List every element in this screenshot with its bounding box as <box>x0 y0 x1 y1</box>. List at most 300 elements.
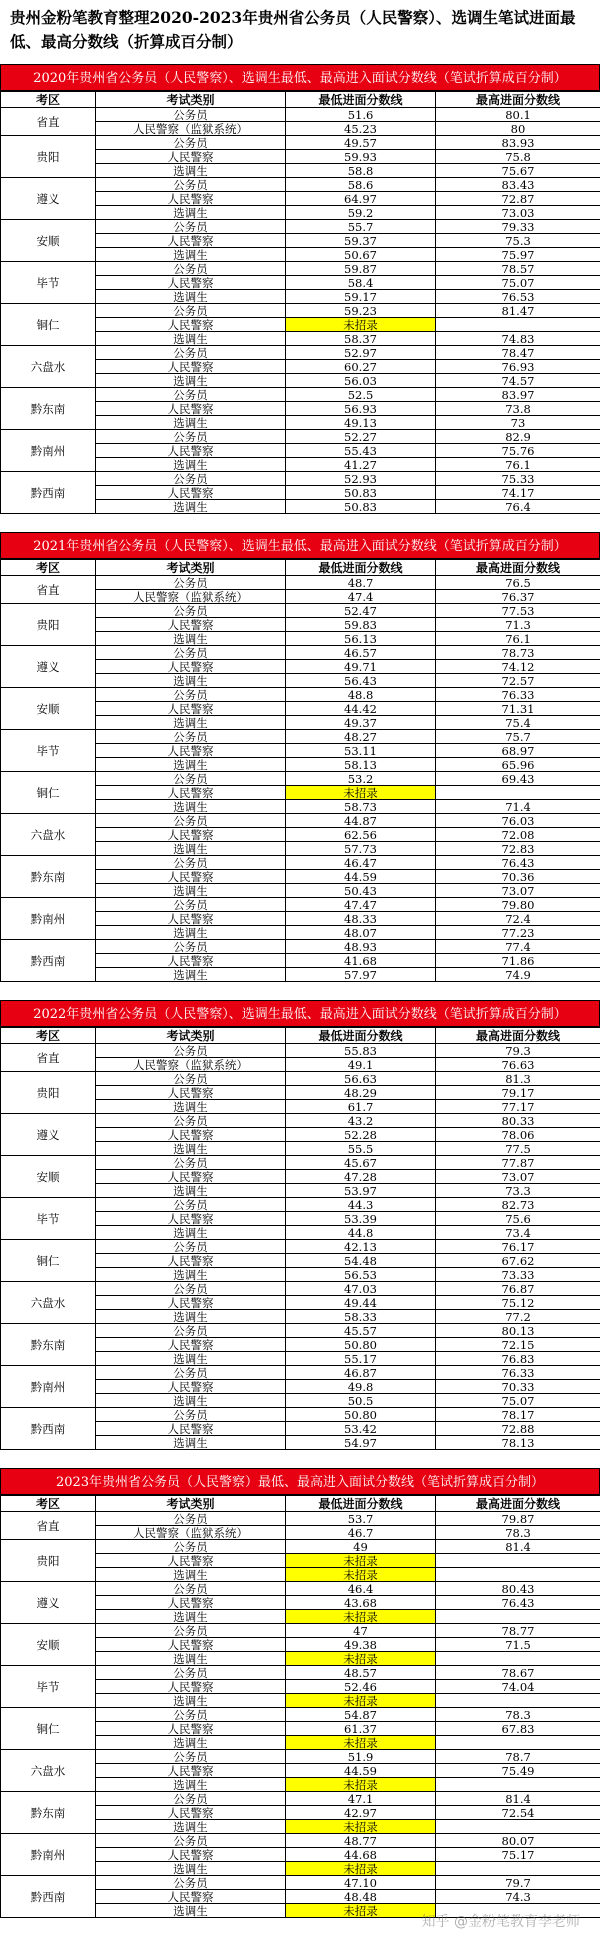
max-score-cell: 77.2 <box>436 1310 600 1324</box>
max-score-cell: 75.3 <box>436 234 600 248</box>
category-cell: 公务员 <box>96 1198 286 1212</box>
max-score-cell: 77.4 <box>436 940 600 954</box>
category-cell: 人民警察 <box>96 1128 286 1142</box>
min-score-cell: 44.59 <box>286 870 436 884</box>
sections-container <box>0 64 600 1918</box>
min-score-cell: 54.97 <box>286 1436 436 1450</box>
category-cell: 选调生 <box>96 1820 286 1834</box>
category-cell: 选调生 <box>96 500 286 514</box>
table-row <box>1 898 600 912</box>
min-score-cell: 44.68 <box>286 1848 436 1862</box>
table-row <box>1 430 600 444</box>
max-score-cell: 76.93 <box>436 360 600 374</box>
category-cell: 选调生 <box>96 206 286 220</box>
min-score-cell: 59.83 <box>286 618 436 632</box>
min-score-cell: 52.97 <box>286 346 436 360</box>
min-score-cell: 48.48 <box>286 1890 436 1904</box>
min-score-cell: 56.63 <box>286 1072 436 1086</box>
max-score-cell: 83.93 <box>436 136 600 150</box>
min-score-cell: 55.7 <box>286 220 436 234</box>
table-row <box>1 646 600 660</box>
min-score-cell: 48.77 <box>286 1834 436 1848</box>
table-row <box>1 1582 600 1596</box>
category-cell: 公务员 <box>96 346 286 360</box>
max-score-cell: 73.07 <box>436 1170 600 1184</box>
max-score-cell: 73.3 <box>436 1184 600 1198</box>
header-region: 考区 <box>1 92 96 108</box>
category-cell: 人民警察 <box>96 1848 286 1862</box>
region-cell: 黔东南 <box>1 388 96 430</box>
max-score-cell: 72.15 <box>436 1338 600 1352</box>
category-cell: 人民警察 <box>96 1764 286 1778</box>
max-score-cell: 74.12 <box>436 660 600 674</box>
category-cell: 公务员 <box>96 1072 286 1086</box>
region-cell: 毕节 <box>1 1666 96 1708</box>
category-cell: 人民警察 <box>96 1380 286 1394</box>
max-score-cell: 76.63 <box>436 1058 600 1072</box>
min-score-cell: 未招录 <box>286 1820 436 1834</box>
min-score-cell: 47.28 <box>286 1170 436 1184</box>
max-score-cell: 74.9 <box>436 968 600 982</box>
category-cell: 公务员 <box>96 1512 286 1526</box>
category-cell: 选调生 <box>96 1436 286 1450</box>
score-table <box>0 91 600 514</box>
category-cell: 人民警察 <box>96 702 286 716</box>
max-score-cell: 72.87 <box>436 192 600 206</box>
min-score-cell: 44.8 <box>286 1226 436 1240</box>
score-section <box>0 532 600 982</box>
max-score-cell: 75.33 <box>436 472 600 486</box>
header-max-score: 最高进面分数线 <box>436 92 600 108</box>
min-score-cell: 41.27 <box>286 458 436 472</box>
min-score-cell: 46.57 <box>286 646 436 660</box>
max-score-cell: 72.08 <box>436 828 600 842</box>
max-score-cell: 76.17 <box>436 1240 600 1254</box>
category-cell: 人民警察 <box>96 828 286 842</box>
region-cell: 黔东南 <box>1 1792 96 1834</box>
max-score-cell: 80.43 <box>436 1582 600 1596</box>
region-cell: 铜仁 <box>1 1240 96 1282</box>
category-cell: 人民警察 <box>96 786 286 800</box>
min-score-cell: 50.43 <box>286 884 436 898</box>
min-score-cell: 57.73 <box>286 842 436 856</box>
max-score-cell: 75.4 <box>436 716 600 730</box>
min-score-cell: 48.27 <box>286 730 436 744</box>
min-score-cell: 未招录 <box>286 1652 436 1666</box>
min-score-cell: 48.8 <box>286 688 436 702</box>
table-row <box>1 1114 600 1128</box>
min-score-cell: 44.42 <box>286 702 436 716</box>
max-score-cell: 80 <box>436 122 600 136</box>
max-score-cell: 82.9 <box>436 430 600 444</box>
table-row <box>1 1044 600 1058</box>
category-cell: 公务员 <box>96 1582 286 1596</box>
category-cell: 选调生 <box>96 1310 286 1324</box>
min-score-cell: 44.3 <box>286 1198 436 1212</box>
max-score-cell: 75.12 <box>436 1296 600 1310</box>
min-score-cell: 54.48 <box>286 1254 436 1268</box>
header-min-score: 最低进面分数线 <box>286 1496 436 1512</box>
max-score-cell: 80.13 <box>436 1324 600 1338</box>
min-score-cell: 57.97 <box>286 968 436 982</box>
min-score-cell: 44.87 <box>286 814 436 828</box>
max-score-cell: 76.1 <box>436 458 600 472</box>
region-cell: 铜仁 <box>1 1708 96 1750</box>
category-cell: 人民警察（监狱系统） <box>96 1058 286 1072</box>
category-cell: 公务员 <box>96 1876 286 1890</box>
category-cell: 选调生 <box>96 290 286 304</box>
category-cell: 公务员 <box>96 108 286 122</box>
max-score-cell: 77.17 <box>436 1100 600 1114</box>
min-score-cell: 45.23 <box>286 122 436 136</box>
max-score-cell: 79.7 <box>436 1876 600 1890</box>
category-cell: 公务员 <box>96 688 286 702</box>
max-score-cell <box>436 1736 600 1750</box>
max-score-cell: 78.73 <box>436 646 600 660</box>
category-cell: 选调生 <box>96 1142 286 1156</box>
category-cell: 人民警察 <box>96 954 286 968</box>
region-cell: 毕节 <box>1 1198 96 1240</box>
category-cell: 人民警察 <box>96 1422 286 1436</box>
header-region: 考区 <box>1 560 96 576</box>
min-score-cell: 52.27 <box>286 430 436 444</box>
table-row <box>1 1198 600 1212</box>
max-score-cell: 80.33 <box>436 1114 600 1128</box>
max-score-cell: 76.33 <box>436 688 600 702</box>
category-cell: 人民警察 <box>96 234 286 248</box>
region-cell: 黔南州 <box>1 898 96 940</box>
min-score-cell: 59.87 <box>286 262 436 276</box>
max-score-cell: 78.13 <box>436 1436 600 1450</box>
min-score-cell: 46.4 <box>286 1582 436 1596</box>
max-score-cell: 81.4 <box>436 1540 600 1554</box>
max-score-cell <box>436 1568 600 1582</box>
min-score-cell: 58.73 <box>286 800 436 814</box>
region-cell: 省直 <box>1 108 96 136</box>
max-score-cell: 76.03 <box>436 814 600 828</box>
table-row <box>1 1156 600 1170</box>
min-score-cell: 未招录 <box>286 1778 436 1792</box>
table-row <box>1 604 600 618</box>
max-score-cell: 75.97 <box>436 248 600 262</box>
max-score-cell: 74.04 <box>436 1680 600 1694</box>
region-cell: 黔西南 <box>1 1876 96 1918</box>
region-cell: 省直 <box>1 576 96 604</box>
region-cell: 安顺 <box>1 220 96 262</box>
score-section <box>0 1000 600 1450</box>
max-score-cell <box>436 1694 600 1708</box>
min-score-cell: 46.7 <box>286 1526 436 1540</box>
category-cell: 选调生 <box>96 632 286 646</box>
min-score-cell: 50.80 <box>286 1338 436 1352</box>
category-cell: 人民警察 <box>96 1338 286 1352</box>
region-cell: 贵阳 <box>1 604 96 646</box>
category-cell: 人民警察 <box>96 1170 286 1184</box>
category-cell: 人民警察（监狱系统） <box>96 1526 286 1540</box>
region-cell: 遵义 <box>1 1114 96 1156</box>
max-score-cell: 79.87 <box>436 1512 600 1526</box>
max-score-cell: 76.37 <box>436 590 600 604</box>
table-row <box>1 940 600 954</box>
category-cell: 选调生 <box>96 1394 286 1408</box>
category-cell: 人民警察 <box>96 870 286 884</box>
min-score-cell: 49.13 <box>286 416 436 430</box>
min-score-cell: 51.6 <box>286 108 436 122</box>
region-cell: 遵义 <box>1 646 96 688</box>
max-score-cell: 68.97 <box>436 744 600 758</box>
section-title: 2022年贵州省公务员（人民警察）、选调生最低、最高进入面试分数线（笔试折算成百分制） <box>0 1000 600 1027</box>
min-score-cell: 58.4 <box>286 276 436 290</box>
max-score-cell: 67.83 <box>436 1722 600 1736</box>
max-score-cell: 73.33 <box>436 1268 600 1282</box>
min-score-cell: 未招录 <box>286 1862 436 1876</box>
max-score-cell: 74.83 <box>436 332 600 346</box>
max-score-cell: 79.80 <box>436 898 600 912</box>
table-row <box>1 388 600 402</box>
max-score-cell: 76.43 <box>436 856 600 870</box>
max-score-cell: 81.47 <box>436 304 600 318</box>
max-score-cell: 76.53 <box>436 290 600 304</box>
min-score-cell: 47.1 <box>286 1792 436 1806</box>
min-score-cell: 未招录 <box>286 1904 436 1918</box>
min-score-cell: 44.59 <box>286 1764 436 1778</box>
category-cell: 选调生 <box>96 1652 286 1666</box>
min-score-cell: 58.6 <box>286 178 436 192</box>
table-row <box>1 814 600 828</box>
category-cell: 选调生 <box>96 1352 286 1366</box>
category-cell: 人民警察 <box>96 1806 286 1820</box>
table-row <box>1 1366 600 1380</box>
section-title: 2020年贵州省公务员（人民警察）、选调生最低、最高进入面试分数线（笔试折算成百分制） <box>0 64 600 91</box>
category-cell: 人民警察 <box>96 1086 286 1100</box>
max-score-cell: 79.17 <box>436 1086 600 1100</box>
max-score-cell: 71.86 <box>436 954 600 968</box>
max-score-cell: 82.73 <box>436 1198 600 1212</box>
max-score-cell <box>436 1610 600 1624</box>
table-header-row <box>1 1028 600 1044</box>
min-score-cell: 48.7 <box>286 576 436 590</box>
region-cell: 省直 <box>1 1044 96 1072</box>
table-row <box>1 688 600 702</box>
max-score-cell: 78.3 <box>436 1526 600 1540</box>
category-cell: 人民警察 <box>96 360 286 374</box>
category-cell: 公务员 <box>96 856 286 870</box>
table-row <box>1 472 600 486</box>
category-cell: 选调生 <box>96 1100 286 1114</box>
min-score-cell: 56.53 <box>286 1268 436 1282</box>
min-score-cell: 55.43 <box>286 444 436 458</box>
max-score-cell: 67.62 <box>436 1254 600 1268</box>
region-cell: 遵义 <box>1 178 96 220</box>
category-cell: 公务员 <box>96 1624 286 1638</box>
max-score-cell: 75.7 <box>436 730 600 744</box>
min-score-cell: 48.07 <box>286 926 436 940</box>
category-cell: 公务员 <box>96 430 286 444</box>
max-score-cell: 75.8 <box>436 150 600 164</box>
max-score-cell: 77.23 <box>436 926 600 940</box>
min-score-cell: 48.57 <box>286 1666 436 1680</box>
min-score-cell: 43.68 <box>286 1596 436 1610</box>
category-cell: 选调生 <box>96 926 286 940</box>
category-cell: 公务员 <box>96 814 286 828</box>
max-score-cell: 76.43 <box>436 1596 600 1610</box>
max-score-cell: 75.76 <box>436 444 600 458</box>
category-cell: 人民警察 <box>96 192 286 206</box>
section-spacer <box>0 982 600 1000</box>
max-score-cell <box>436 1862 600 1876</box>
category-cell: 公务员 <box>96 136 286 150</box>
min-score-cell: 56.13 <box>286 632 436 646</box>
max-score-cell: 70.33 <box>436 1380 600 1394</box>
max-score-cell <box>436 1554 600 1568</box>
category-cell: 人民警察 <box>96 1638 286 1652</box>
table-row <box>1 1792 600 1806</box>
min-score-cell: 47.4 <box>286 590 436 604</box>
category-cell: 人民警察 <box>96 1254 286 1268</box>
header-category: 考试类别 <box>96 1028 286 1044</box>
max-score-cell: 75.07 <box>436 276 600 290</box>
table-row <box>1 576 600 590</box>
region-cell: 省直 <box>1 1512 96 1540</box>
category-cell: 选调生 <box>96 164 286 178</box>
min-score-cell: 50.80 <box>286 1408 436 1422</box>
region-cell: 铜仁 <box>1 772 96 814</box>
category-cell: 人民警察（监狱系统） <box>96 122 286 136</box>
max-score-cell: 71.31 <box>436 702 600 716</box>
region-cell: 贵阳 <box>1 1540 96 1582</box>
max-score-cell: 78.17 <box>436 1408 600 1422</box>
region-cell: 六盘水 <box>1 1282 96 1324</box>
min-score-cell: 58.37 <box>286 332 436 346</box>
category-cell: 人民警察（监狱系统） <box>96 590 286 604</box>
max-score-cell: 77.53 <box>436 604 600 618</box>
region-cell: 黔西南 <box>1 940 96 982</box>
max-score-cell: 79.3 <box>436 1044 600 1058</box>
category-cell: 人民警察 <box>96 744 286 758</box>
category-cell: 公务员 <box>96 772 286 786</box>
region-cell: 贵阳 <box>1 136 96 178</box>
min-score-cell: 49.1 <box>286 1058 436 1072</box>
region-cell: 铜仁 <box>1 304 96 346</box>
category-cell: 公务员 <box>96 940 286 954</box>
max-score-cell: 70.36 <box>436 870 600 884</box>
max-score-cell: 74.17 <box>436 486 600 500</box>
category-cell: 公务员 <box>96 1044 286 1058</box>
category-cell: 人民警察 <box>96 618 286 632</box>
table-row <box>1 1540 600 1554</box>
min-score-cell: 41.68 <box>286 954 436 968</box>
max-score-cell: 75.07 <box>436 1394 600 1408</box>
min-score-cell: 61.7 <box>286 1100 436 1114</box>
max-score-cell: 69.43 <box>436 772 600 786</box>
min-score-cell: 58.13 <box>286 758 436 772</box>
min-score-cell: 50.83 <box>286 500 436 514</box>
region-cell: 安顺 <box>1 1624 96 1666</box>
min-score-cell: 47.47 <box>286 898 436 912</box>
min-score-cell: 52.28 <box>286 1128 436 1142</box>
max-score-cell: 71.4 <box>436 800 600 814</box>
watermark: 知乎 @金粉笔教育李老师 <box>421 1914 580 1930</box>
min-score-cell: 53.39 <box>286 1212 436 1226</box>
min-score-cell: 49.57 <box>286 136 436 150</box>
category-cell: 选调生 <box>96 758 286 772</box>
min-score-cell: 47 <box>286 1624 436 1638</box>
category-cell: 人民警察 <box>96 1212 286 1226</box>
table-row <box>1 346 600 360</box>
min-score-cell: 49 <box>286 1540 436 1554</box>
min-score-cell: 未招录 <box>286 786 436 800</box>
min-score-cell: 53.11 <box>286 744 436 758</box>
max-score-cell: 76.1 <box>436 632 600 646</box>
header-min-score: 最低进面分数线 <box>286 560 436 576</box>
category-cell: 选调生 <box>96 1862 286 1876</box>
category-cell: 人民警察 <box>96 444 286 458</box>
table-row <box>1 856 600 870</box>
min-score-cell: 42.97 <box>286 1806 436 1820</box>
max-score-cell: 81.3 <box>436 1072 600 1086</box>
max-score-cell: 78.7 <box>436 1750 600 1764</box>
min-score-cell: 未招录 <box>286 318 436 332</box>
table-row <box>1 178 600 192</box>
min-score-cell: 50.83 <box>286 486 436 500</box>
region-cell: 黔东南 <box>1 1324 96 1366</box>
table-header-row <box>1 1496 600 1512</box>
region-cell: 安顺 <box>1 1156 96 1198</box>
min-score-cell: 49.38 <box>286 1638 436 1652</box>
max-score-cell: 76.5 <box>436 576 600 590</box>
category-cell: 选调生 <box>96 716 286 730</box>
max-score-cell: 75.49 <box>436 1764 600 1778</box>
min-score-cell: 61.37 <box>286 1722 436 1736</box>
region-cell: 六盘水 <box>1 346 96 388</box>
category-cell: 人民警察 <box>96 1554 286 1568</box>
max-score-cell: 80.07 <box>436 1834 600 1848</box>
max-score-cell <box>436 318 600 332</box>
max-score-cell: 73 <box>436 416 600 430</box>
min-score-cell: 未招录 <box>286 1694 436 1708</box>
max-score-cell: 65.96 <box>436 758 600 772</box>
category-cell: 选调生 <box>96 842 286 856</box>
min-score-cell: 62.56 <box>286 828 436 842</box>
category-cell: 选调生 <box>96 1904 286 1918</box>
max-score-cell: 78.47 <box>436 346 600 360</box>
min-score-cell: 59.93 <box>286 150 436 164</box>
category-cell: 公务员 <box>96 898 286 912</box>
min-score-cell: 53.7 <box>286 1512 436 1526</box>
table-row <box>1 1072 600 1086</box>
max-score-cell: 74.57 <box>436 374 600 388</box>
table-header-row <box>1 92 600 108</box>
max-score-cell <box>436 1820 600 1834</box>
table-row <box>1 1624 600 1638</box>
category-cell: 人民警察 <box>96 486 286 500</box>
min-score-cell: 49.8 <box>286 1380 436 1394</box>
region-cell: 安顺 <box>1 688 96 730</box>
min-score-cell: 56.43 <box>286 674 436 688</box>
category-cell: 选调生 <box>96 416 286 430</box>
max-score-cell: 81.4 <box>436 1792 600 1806</box>
category-cell: 公务员 <box>96 730 286 744</box>
category-cell: 公务员 <box>96 388 286 402</box>
min-score-cell: 55.83 <box>286 1044 436 1058</box>
min-score-cell: 49.37 <box>286 716 436 730</box>
region-cell: 黔西南 <box>1 472 96 514</box>
max-score-cell: 76.83 <box>436 1352 600 1366</box>
table-row <box>1 262 600 276</box>
region-cell: 毕节 <box>1 262 96 304</box>
max-score-cell: 73.03 <box>436 206 600 220</box>
category-cell: 选调生 <box>96 1778 286 1792</box>
